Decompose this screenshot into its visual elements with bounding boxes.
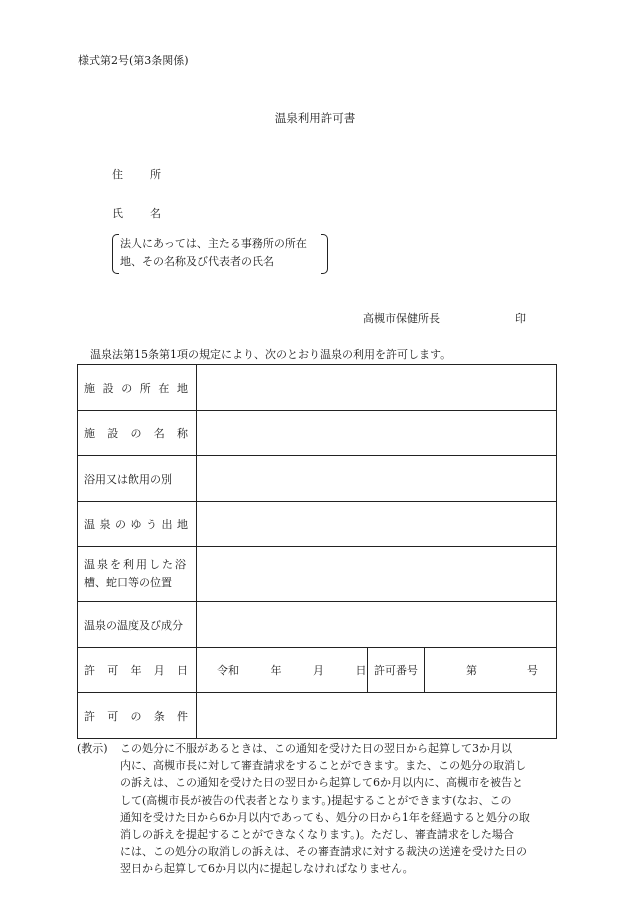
corporate-note-text: 法人にあっては、主たる事務所の所在 地、その名称及び代表者の氏名 [120, 237, 307, 268]
name-label: 氏 名 [112, 207, 162, 220]
row-label-facility-name: 施 設 の 名 称 [78, 411, 197, 456]
table-row [78, 502, 557, 547]
value-temperature-components[interactable] [197, 602, 557, 648]
table-row [78, 693, 557, 739]
instruction-body: この処分に不服があるときは、この通知を受けた日の翌日から起算して3か月以 内に、高槻市長に対して審査請求をすることができます。また、この処分の取消し の訴えは、この通知を受けた日の翌日から起算して6か月以内に、高槻市を被告と して(高槻市長が被告の代表者となります。)提起することができます(なお、この 通知を受けた日から6か月以内であっても、処分の日から1年を経過すると処分の取 消しの訴えを提起することができなくなります。)。ただし、審査請求をした場合 には、この処分の取消しの訴えは、その審査請求に対する裁決の送達を受けた日の 翌日から起算して6か月以内に提起しなければなりません。 [120, 742, 530, 876]
left-parenthesis [112, 234, 119, 274]
permit-number-label: 許可番号 [368, 648, 425, 693]
address-label: 住 所 [112, 168, 162, 181]
row-label-facility-location: 施 設 の 所 在 地 [78, 365, 197, 411]
row-label-usage-type: 浴用又は飲用の別 [78, 456, 197, 502]
document-title: 温泉利用許可書 [274, 111, 356, 125]
row-label-permit-date: 許 可 年 月 日 [78, 648, 197, 693]
value-permit-conditions[interactable] [197, 693, 557, 739]
value-spring-source[interactable] [197, 502, 557, 547]
intro-text: 温泉法第15条第1項の規定により、次のとおり温泉の利用を許可します。 [90, 348, 452, 361]
table-row [78, 648, 557, 693]
form-number: 様式第2号(第3条関係) [78, 54, 189, 67]
row-label-bath-position: 温泉を利用した浴 槽、蛇口等の位置 [78, 547, 197, 602]
value-usage-type[interactable] [197, 456, 557, 502]
row-label-temperature-components: 温泉の温度及び成分 [78, 602, 197, 648]
value-bath-position[interactable] [197, 547, 557, 602]
table-row [78, 547, 557, 602]
value-facility-name[interactable] [197, 411, 557, 456]
issuer-title: 高槻市保健所長 [363, 312, 440, 325]
table-row [78, 602, 557, 648]
row-label-spring-source: 温 泉 の ゆ う 出 地 [78, 502, 197, 547]
corporate-note [112, 234, 328, 272]
right-parenthesis [321, 234, 328, 274]
row-label-permit-conditions: 許 可 の 条 件 [78, 693, 197, 739]
value-permit-date[interactable]: 令和 年 月 日 [197, 648, 368, 693]
value-permit-number[interactable]: 第 号 [425, 648, 557, 693]
permit-table [77, 364, 557, 739]
value-facility-location[interactable] [197, 365, 557, 411]
instruction-heading: (教示) [77, 742, 108, 755]
table-row [78, 456, 557, 502]
seal-mark: 印 [515, 312, 526, 325]
table-row [78, 411, 557, 456]
table-row [78, 365, 557, 411]
